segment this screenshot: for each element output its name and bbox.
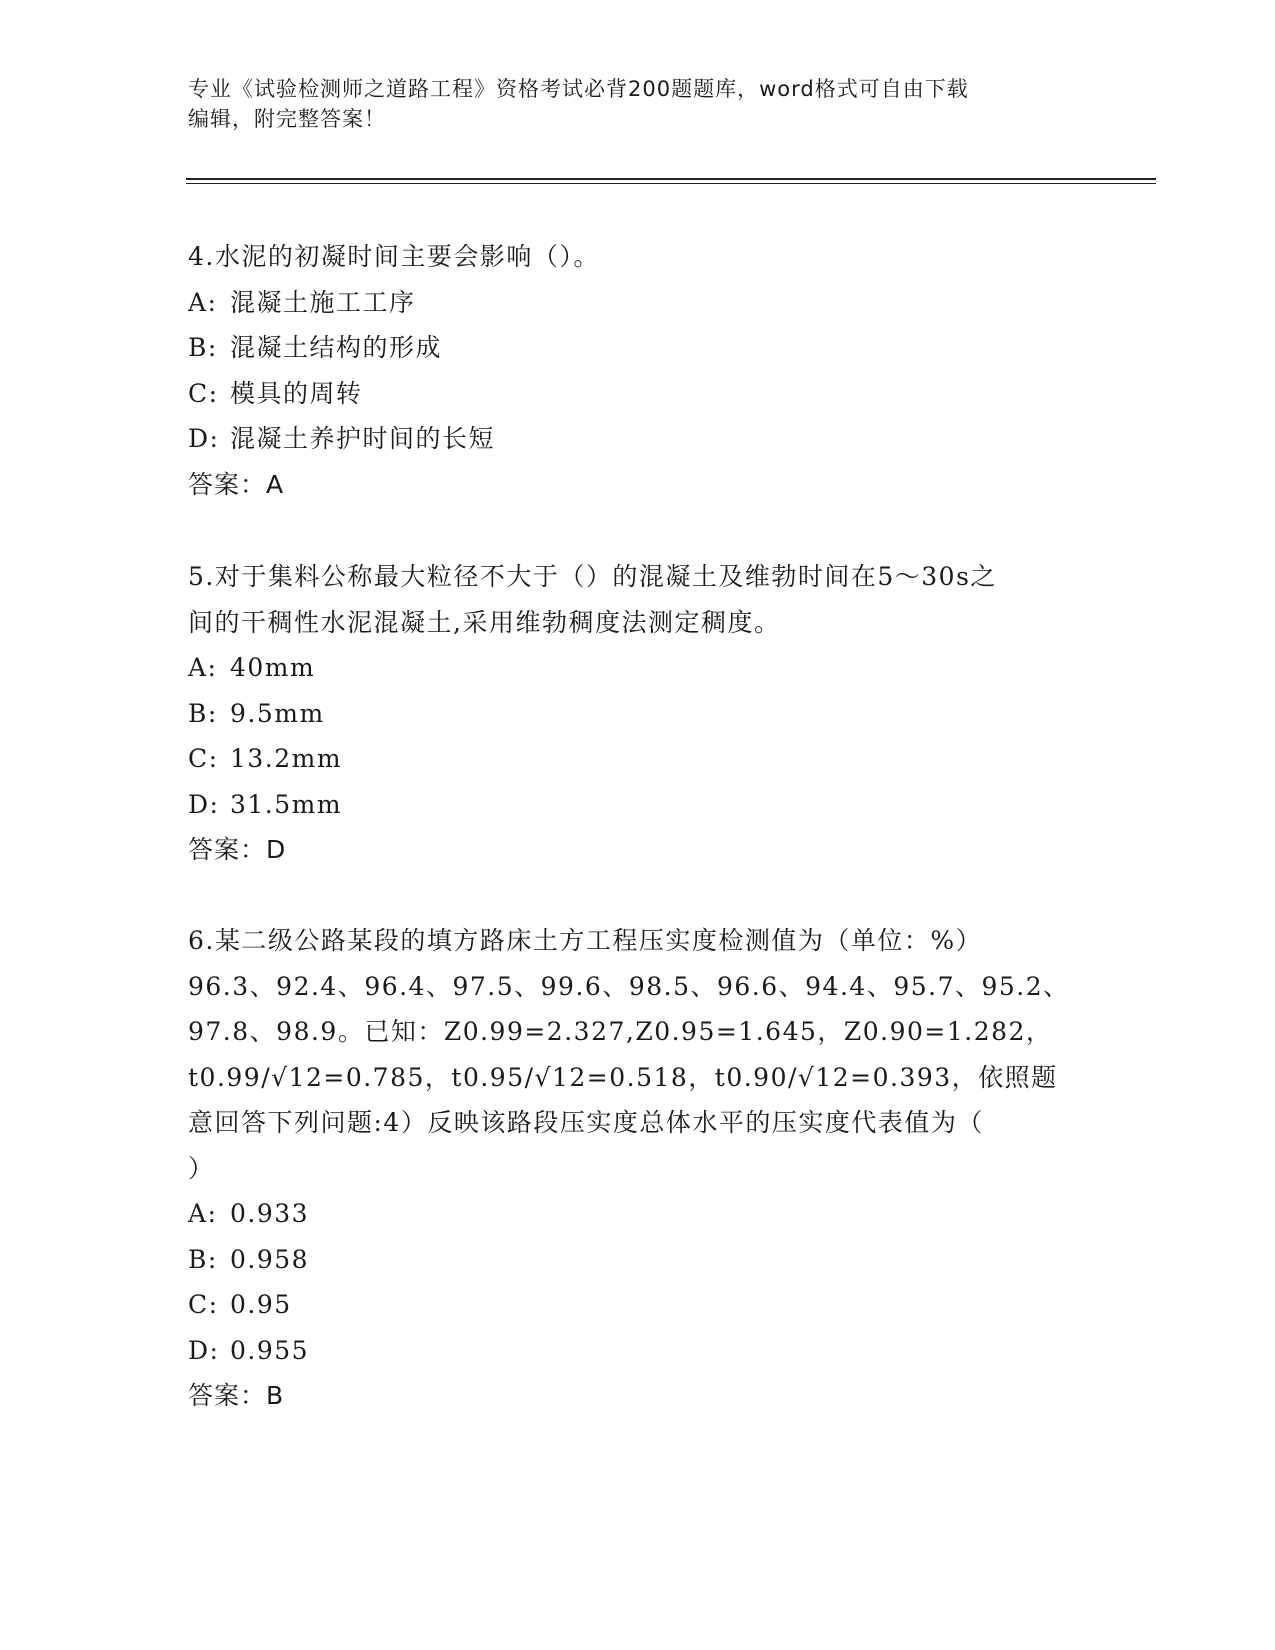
option-key: A: <box>188 653 218 682</box>
option-text: 9.5mm <box>230 698 325 728</box>
option-text: 混凝土施工工序 <box>230 287 416 317</box>
option-key: B: <box>188 333 218 362</box>
answer-line: 答案：A <box>188 469 285 499</box>
option-c <box>188 736 1088 782</box>
page-header <box>188 74 1088 134</box>
option-text: 0.958 <box>230 1244 310 1274</box>
option-b <box>188 325 1088 371</box>
option-b <box>188 691 1088 737</box>
option-text: 40mm <box>230 653 316 682</box>
option-text: 混凝土结构的形成 <box>230 333 443 362</box>
header-line-1: 专业《试验检测师之道路工程》资格考试必背200题题库，word格式可自由下载 <box>188 77 969 101</box>
option-d <box>188 782 1088 828</box>
option-b <box>188 1237 1088 1283</box>
question-stem-line-5: 意回答下列问题:4）反映该路段压实度总体水平的压实度代表值为（ <box>188 1108 984 1137</box>
question-6 <box>188 918 1088 1419</box>
option-text: 31.5mm <box>230 789 343 819</box>
question-4 <box>188 234 1088 507</box>
answer-line: 答案：D <box>188 835 287 864</box>
option-key: A: <box>188 287 218 317</box>
option-text: 0.933 <box>230 1199 310 1228</box>
option-key: B: <box>188 1244 218 1274</box>
question-stem: 4.水泥的初凝时间主要会影响（）。 <box>188 242 600 271</box>
option-a <box>188 645 1088 691</box>
option-key: D: <box>188 1335 220 1365</box>
option-text: 0.95 <box>230 1290 292 1319</box>
question-stem-line-3: 97.8、98.9。已知：Z0.99=2.327,Z0.95=1.645，Z0.90=1.282， <box>188 1017 1053 1046</box>
option-key: D: <box>188 789 220 819</box>
option-c <box>188 371 1088 417</box>
question-stem-line-2: 96.3、92.4、96.4、97.5、99.6、98.5、96.6、94.4、95.7、95.2、 <box>188 971 1070 1001</box>
option-text: 13.2mm <box>230 744 343 773</box>
option-key: D: <box>188 424 220 453</box>
header-divider-thin <box>186 183 1156 184</box>
option-d <box>188 1328 1088 1374</box>
option-text: 模具的周转 <box>230 378 363 408</box>
option-text: 0.955 <box>230 1335 310 1365</box>
question-stem-line-2: 间的干稠性水泥混凝土,采用维勃稠度法测定稠度。 <box>188 607 781 637</box>
option-text: 混凝土养护时间的长短 <box>230 424 496 453</box>
option-c <box>188 1282 1088 1328</box>
answer-line: 答案：B <box>188 1381 285 1410</box>
header-line-2: 编辑，附完整答案！ <box>188 107 386 131</box>
question-stem-line-1: 5.对于集料公称最大粒径不大于（）的混凝土及维勃时间在5～30s之 <box>188 562 997 591</box>
question-stem-line-4: t0.99/√12=0.785，t0.95/√12=0.518，t0.90/√12=0.393，依照题 <box>188 1062 1058 1092</box>
option-key: C: <box>188 378 219 408</box>
option-key: C: <box>188 1290 219 1319</box>
question-5 <box>188 554 1088 873</box>
question-stem-line-6: ） <box>188 1153 215 1183</box>
option-a <box>188 1191 1088 1237</box>
header-divider-thick <box>186 178 1156 180</box>
question-stem-line-1: 6.某二级公路某段的填方路床土方工程压实度检测值为（单位：%） <box>188 926 983 955</box>
option-key: C: <box>188 744 219 773</box>
option-key: B: <box>188 698 218 728</box>
option-a <box>188 280 1088 326</box>
option-key: A: <box>188 1199 218 1228</box>
option-d <box>188 416 1088 462</box>
